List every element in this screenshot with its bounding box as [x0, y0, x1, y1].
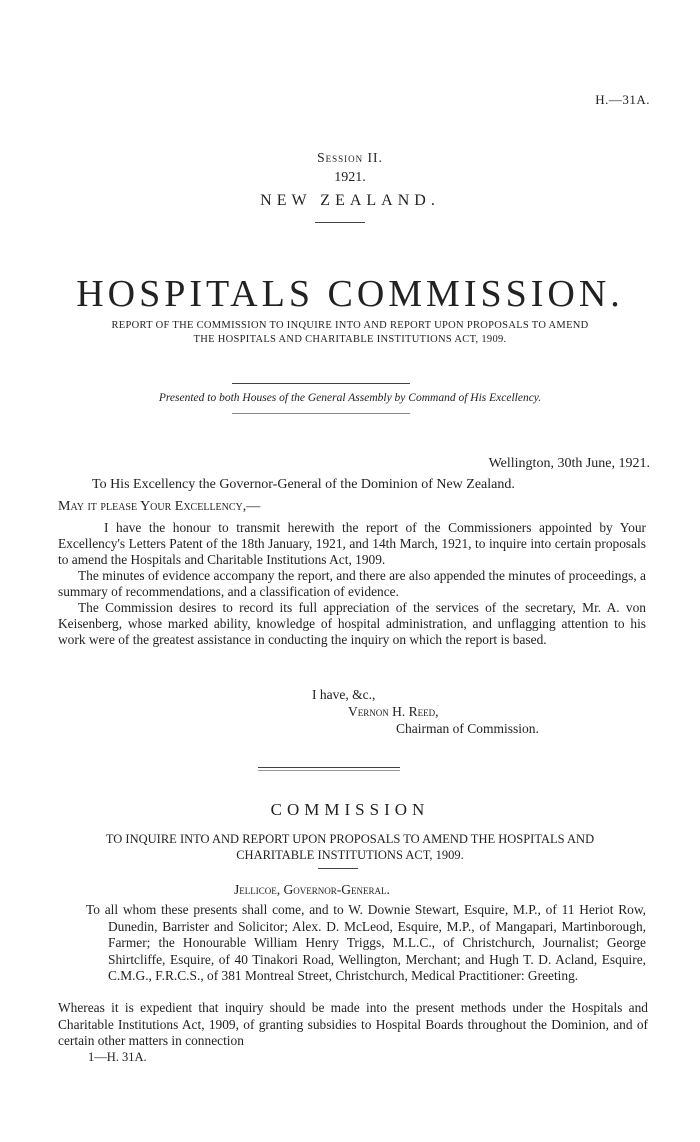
document-code: H.—31A.: [595, 92, 650, 107]
letter-dateline: Wellington, 30th June, 1921.: [488, 456, 650, 471]
letter-paragraph-1: I have the honour to transmit herewith the report of the Commissioners appointed by Your Excellency's Letters Patent of the 18th January, 1921, and 14th March, 1921, to inquire into certain proposals to amend the Hospitals and Charitable Institutions Act, 1909.: [58, 520, 646, 567]
presented-divider-top: [232, 383, 410, 384]
title-divider: [315, 222, 365, 223]
presented-divider-bottom: [232, 413, 410, 414]
commission-subheading-line1: TO INQUIRE INTO AND REPORT UPON PROPOSALS TO AMEND THE HOSPITALS AND: [105, 832, 595, 846]
whereas-paragraph: Whereas it is expedient that inquiry should be made into the present methods under the Hospitals and Charitable Institutions Act, 1909, of granting subsidies to Hospital Boards throughout the Dominion, and of certain other matters in connection: [58, 1000, 648, 1048]
commission-subheading-line2: CHARITABLE INSTITUTIONS ACT, 1909.: [236, 848, 464, 862]
governor-line: Jellicoe, Governor-General.: [234, 882, 390, 897]
page-reference: 1—H. 31A.: [88, 1050, 147, 1064]
letter-paragraph-3: The Commission desires to record its full appreciation of the services of the secretary, Mr. A. von Keisenberg, whose marked ability, knowledge of hospital administration, and unflagging attention to his work were of the greatest assistance in conducting the inquiry on which the report is based.: [58, 600, 646, 647]
commission-divider: [318, 868, 358, 869]
letter-closing: I have, &c.,: [312, 687, 376, 702]
letter-salutation: May it please Your Excellency,—: [58, 499, 261, 514]
session-year: 1921.: [334, 170, 366, 185]
section-divider: [258, 767, 400, 768]
report-subtitle-line1: REPORT OF THE COMMISSION TO INQUIRE INTO AND REPORT UPON PROPOSALS TO AMEND: [111, 320, 589, 331]
commission-heading: COMMISSION: [270, 800, 430, 819]
letter-paragraph-2: The minutes of evidence accompany the report, and there are also appended the minutes of proceedings, a summary of recommendations, and a classification of evidence.: [58, 568, 646, 599]
letter-signature: Vernon H. Reed,: [348, 704, 439, 719]
report-subtitle-line2: THE HOSPITALS AND CHARITABLE INSTITUTIONS ACT, 1909.: [193, 334, 507, 345]
letter-addressee: To His Excellency the Governor-General of the Dominion of New Zealand.: [92, 477, 515, 492]
letter-body: [58, 520, 646, 648]
country-name: NEW ZEALAND.: [260, 192, 440, 209]
commission-address: To all whom these presents shall come, and to W. Downie Stewart, Esquire, M.P., of 11 Heriot Row, Dunedin, Barrister and Solicitor; Alex. D. McLeod, Esquire, M.P., of Mangapari, Martinborough, Farmer; the Honourable William Henry Triggs, M.L.C., of Christchurch, Journalist; George Shirtcliffe, Esquire, of 40 Tinakori Road, Wellington, Merchant; and Hugh T. D. Acland, Esquire, C.M.G., F.R.C.S., of 381 Montreal Street, Christchurch, Medical Practitioner: Greeting.: [86, 902, 646, 983]
session-label: Session II.: [317, 150, 383, 165]
section-divider-secondary: [258, 770, 400, 771]
document-title: HOSPITALS COMMISSION.: [76, 273, 624, 315]
presented-note: Presented to both Houses of the General Assembly by Command of His Excellency.: [158, 392, 542, 404]
letter-signature-title: Chairman of Commission.: [396, 721, 539, 736]
